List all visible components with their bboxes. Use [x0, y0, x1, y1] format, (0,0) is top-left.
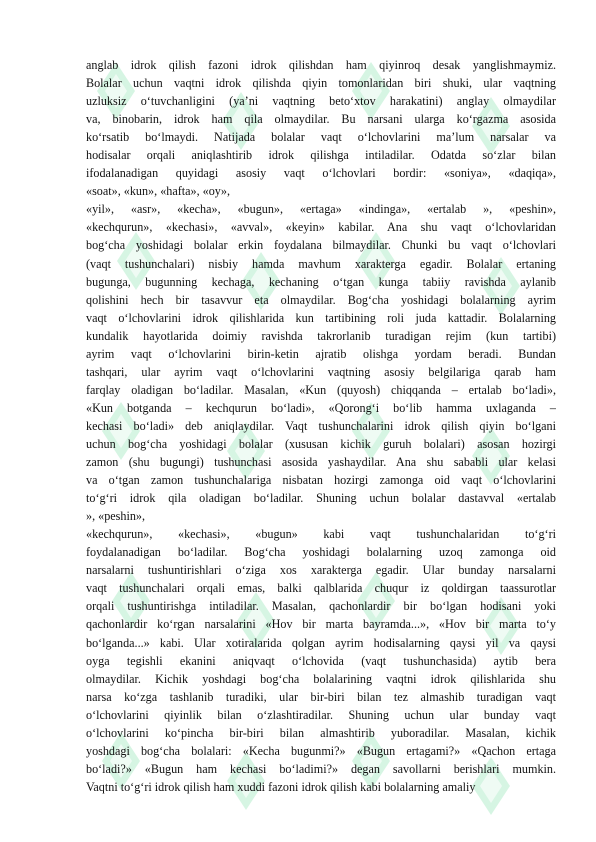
text-line: «soat», «kun», «hafta», «oy»,	[86, 184, 230, 199]
text-line: olmaydilar. Kichik yoshdagi bog‘cha bolalarining vaqtni idrok qilishlarida shu	[86, 671, 556, 686]
text-line: bugunga, bugunning kechaga, kechaning o‘tgan kunga tabiiy ravishda aylanib	[86, 274, 556, 289]
text-line: bo‘lganda...» kabi. Ular xotiralarida qolgan ayrim hodisalarning qaysi yil va qaysi	[86, 635, 556, 650]
text-line: farqlay oladigan bo‘ladilar. Masalan, «Kun (quyosh) chiqqanda – ertalab bo‘ladi»,	[86, 382, 556, 397]
text-line: tashqari, ular ayrim vaqt o‘lchovlarini vaqtning asosiy belgilariga qarab ham	[86, 364, 556, 379]
body-text	[86, 56, 556, 796]
text-line: orqali tushuntirishga intiladilar. Masalan, qachonlardir bir bo‘lgan hodisani yoki	[86, 599, 556, 614]
text-line: to‘g‘ri idrok qila oladigan bo‘ladilar. Shuning uchun bolalar dastavval «ertalab	[86, 491, 556, 506]
text-line: va o‘tgan zamon tushunchalariga nisbatan hozirgi zamonga oid vaqt o‘lchovlarini	[86, 473, 556, 488]
text-line: va, binobarin, idrok ham qila olmaydilar. Bu narsani ularga ko‘rgazma asosida	[86, 112, 556, 127]
text-line: qolishini hech bir tasavvur eta olmaydilar. Bog‘cha yoshidagi bolalarning ayrim	[86, 292, 556, 307]
text-line: uzluksiz o‘tuvchanligini (ya’ni vaqtning beto‘xtov harakatini) anglay olmaydilar	[86, 94, 556, 109]
text-line: zamon (shu bugungi) tushunchasi asosida yashaydilar. Ana shu sababli ular kelasi	[86, 455, 556, 470]
text-line: «Kun botganda – kechqurun bo‘ladi», «Qorong‘i bo‘lib hamma uxlaganda –	[86, 400, 556, 415]
text-line: yoshdagi bog‘cha bolalari: «Kecha bugunmi?» «Bugun ertagami?» «Qachon ertaga	[86, 743, 556, 758]
text-line: o‘lchovlarini ko‘pincha bir-biri bilan almashtirib yuboradilar. Masalan, kichik	[86, 725, 556, 740]
text-line: uchun bog‘cha yoshidagi bolalar (xususan kichik guruh bolalari) asosan hozirgi	[86, 436, 556, 451]
text-line: Vaqtni to‘g‘ri idrok qilish ham xuddi fazoni idrok qilish kabi bolalarning amaliy	[86, 779, 476, 794]
text-line: «kechqurun», «kechasi», «avval», «keyin» kabilar. Ana shu vaqt o‘lchovlaridan	[86, 220, 556, 235]
text-line: vaqt o‘lchovlarini idrok qilishlarida kun tartibining roli juda kattadir. Bolalarning	[86, 310, 556, 325]
text-line: ko‘rsatib bo‘lmaydi. Natijada bolalar vaqt o‘lchovlarini ma’lum narsalar va	[86, 130, 556, 145]
text-line: bog‘cha yoshidagi bolalar erkin foydalana bilmaydilar. Chunki bu vaqt o‘lchovlari	[86, 238, 556, 253]
text-line: narsalarni tushuntirishlari o‘ziga xos xarakterga egadir. Ular bunday narsalarni	[86, 563, 556, 578]
text-line: (vaqt tushunchalari) nisbiy hamda mavhum xarakterga egadir. Bolalar ertaning	[86, 256, 556, 271]
text-line: «kechqurun», «kechasi», «bugun» kabi vaqt tushunchalaridan to‘g‘ri	[86, 527, 556, 542]
text-line: », «peshin»,	[86, 509, 146, 524]
text-line: qachonlardir ko‘rgan narsalarini «Hov bir marta bayramda...», «Hov bir marta to‘y	[86, 617, 556, 632]
text-line: anglab idrok qilish fazoni idrok qilishdan ham qiyinroq desak yanglishmaymiz.	[86, 58, 556, 72]
text-line: oyga tegishli ekanini aniqvaqt o‘lchovida (vaqt tushunchasida) aytib bera	[86, 653, 556, 668]
text-line: vaqt tushunchalari orqali emas, balki qalblarida chuqur iz qoldirgan taassurotlar	[86, 581, 556, 596]
text-line: Bolalar uchun vaqtni idrok qilishda qiyin tomonlaridan biri shuki, ular vaqtning	[86, 76, 556, 91]
text-line: o‘lchovlarini qiyinlik bilan o‘zlashtiradilar. Shuning uchun ular bunday vaqt	[86, 707, 556, 722]
text-line: ayrim vaqt o‘lchovlarini birin-ketin ajratib olishga yordam beradi. Bundan	[86, 346, 556, 361]
text-line: bo‘ladi?» «Bugun ham kechasi bo‘ladimi?» degan savollarni berishlari mumkin.	[86, 761, 556, 776]
text-line: narsa ko‘zga tashlanib turadiki, ular bir-biri bilan tez almashib turadigan vaqt	[86, 689, 556, 704]
text-line: hodisalar orqali aniqlashtirib idrok qilishga intiladilar. Odatda so‘zlar bilan	[86, 148, 556, 163]
text-line: foydalanadigan bo‘ladilar. Bog‘cha yoshidagi bolalarning uzoq zamonga oid	[86, 545, 556, 560]
text-line: ifodalanadigan quyidagi asosiy vaqt o‘lchovlari bordir: «soniya», «daqiqa»,	[86, 166, 556, 181]
text-line: kechasi bo‘ladi» deb aniqlaydilar. Vaqt tushunchalarini idrok qilish qiyin bo‘lgani	[86, 418, 556, 433]
text-line: kundalik hayotlarida doimiy ravishda takrorlanib turadigan rejim (kun tartibi)	[86, 328, 556, 343]
text-line: «yil», «asr», «kecha», «bugun», «ertaga» «indinga», «ertalab », «peshin»,	[86, 202, 556, 217]
